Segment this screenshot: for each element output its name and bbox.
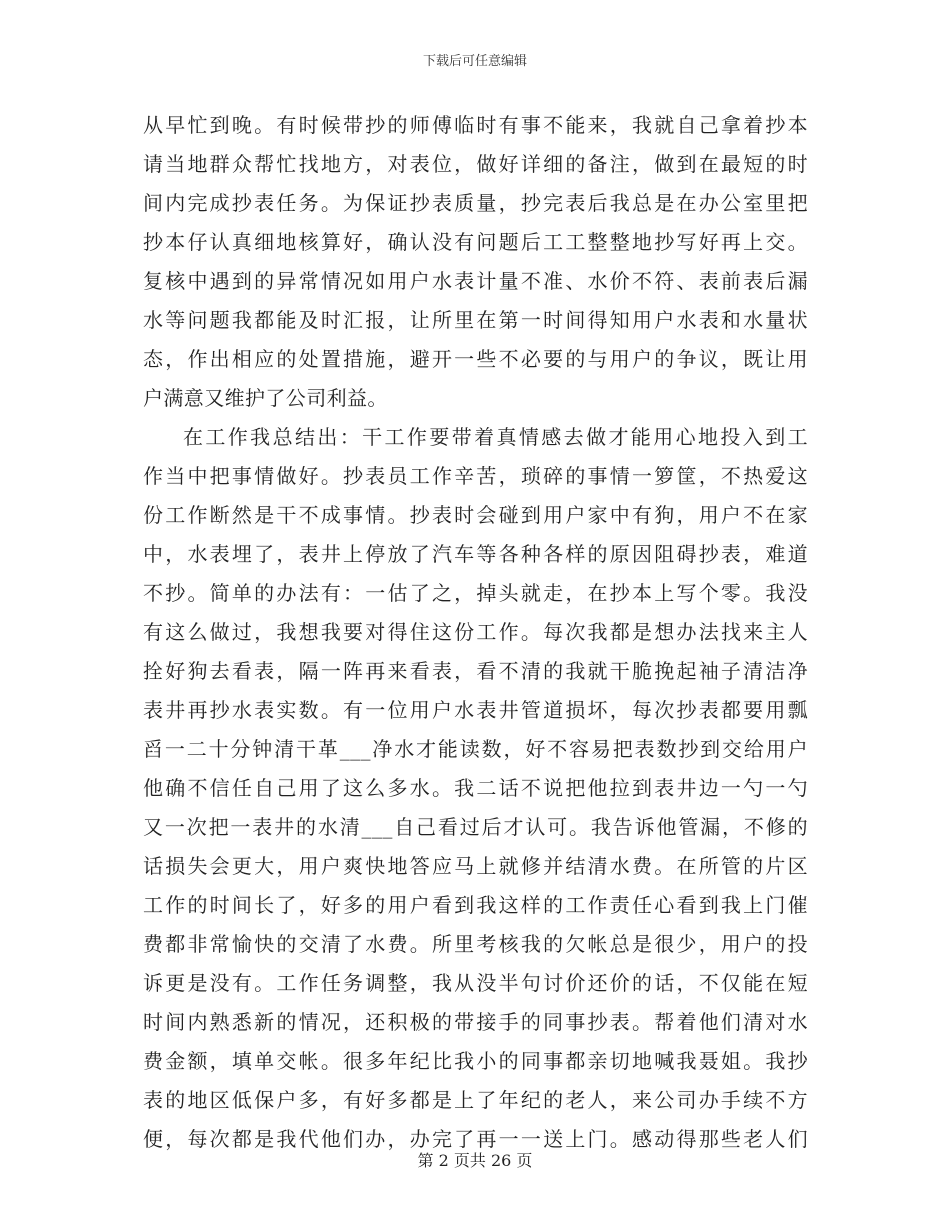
text-line: 表井再抄水表实数。有一位用户水表井管道损坏，每次抄表都要用瓢 — [143, 698, 808, 722]
text-line: 从早忙到晚。有时候带抄的师傅临时有事不能来，我就自己拿着抄本 — [143, 113, 808, 137]
text-line: 诉更是没有。工作任务调整，我从没半句讨价还价的话，不仅能在短 — [143, 971, 808, 995]
text-line: 户满意又维护了公司利益。 — [143, 386, 388, 410]
text-line: 他确不信任自己用了这么多水。我二话不说把他拉到表井边一勺一勺 — [143, 776, 808, 800]
text-line: 表的地区低保户多，有好多都是上了年纪的老人，来公司办手续不方 — [143, 1088, 808, 1112]
text-line: 工作的时间长了，好多的用户看到我这样的工作责任心看到我上门催 — [143, 893, 808, 917]
paragraph-2 — [143, 418, 808, 1159]
text-line: 舀一二十分钟清干革___净水才能读数，好不容易把表数抄到交给用户 — [143, 737, 808, 761]
text-line: 时间内熟悉新的情况，还积极的带接手的同事抄表。帮着他们清对水 — [143, 1010, 808, 1034]
text-line: 份工作断然是干不成事情。抄表时会碰到用户家中有狗，用户不在家 — [143, 503, 808, 527]
text-line: 中，水表埋了，表井上停放了汽车等各种各样的原因阻碍抄表，难道 — [143, 542, 808, 566]
text-line: 不抄。简单的办法有：一估了之，掉头就走，在抄本上写个零。我没 — [143, 581, 808, 605]
text-line: 间内完成抄表任务。为保证抄表质量，抄完表后我总是在办公室里把 — [143, 191, 808, 215]
text-line: 复核中遇到的异常情况如用户水表计量不准、水价不符、表前表后漏 — [143, 269, 808, 293]
text-line: 费金额，填单交帐。很多年纪比我小的同事都亲切地喊我聂姐。我抄 — [143, 1049, 808, 1073]
text-line: 作当中把事情做好。抄表员工作辛苦，琐碎的事情一箩筐，不热爱这 — [143, 464, 808, 488]
page-footer: 第 2 页共 26 页 — [417, 1151, 533, 1170]
page-header: 下载后可任意编辑 — [422, 54, 527, 69]
text-line: 话损失会更大，用户爽快地答应马上就修并结清水费。在所管的片区 — [143, 854, 808, 878]
text-line: 抄本仔认真细地核算好，确认没有问题后工工整整地抄写好再上交。 — [143, 230, 808, 254]
text-line: 便，每次都是我代他们办，办完了再一一送上门。感动得那些老人们 — [143, 1127, 808, 1151]
document-body — [143, 106, 808, 1159]
text-line: 在工作我总结出：干工作要带着真情感去做才能用心地投入到工 — [183, 425, 808, 449]
paragraph-1 — [143, 106, 808, 418]
text-line: 请当地群众帮忙找地方，对表位，做好详细的备注，做到在最短的时 — [143, 152, 808, 176]
text-line: 态，作出相应的处置措施，避开一些不必要的与用户的争议，既让用 — [143, 347, 808, 371]
text-line: 有这么做过，我想我要对得住这份工作。每次我都是想办法找来主人 — [143, 620, 808, 644]
text-line: 又一次把一表井的水清___自己看过后才认可。我告诉他管漏，不修的 — [143, 815, 808, 839]
text-line: 水等问题我都能及时汇报，让所里在第一时间得知用户水表和水量状 — [143, 308, 808, 332]
text-line: 拴好狗去看表，隔一阵再来看表，看不清的我就干脆挽起袖子清洁净 — [143, 659, 808, 683]
text-line: 费都非常愉快的交清了水费。所里考核我的欠帐总是很少，用户的投 — [143, 932, 808, 956]
